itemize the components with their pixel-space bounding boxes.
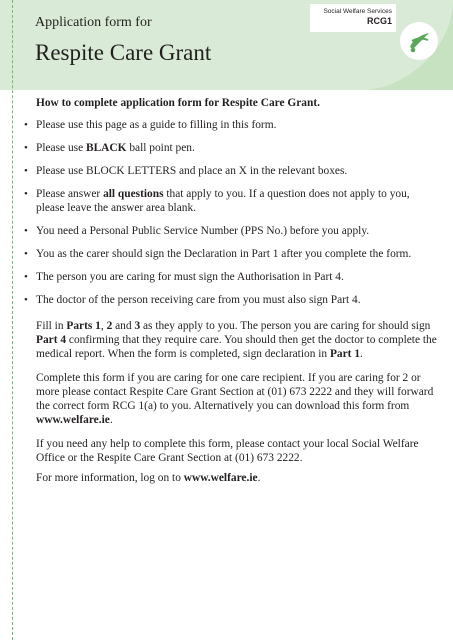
- para-text: Fill in: [36, 320, 67, 332]
- para-emphasis: Parts 1: [66, 320, 101, 332]
- list-item-emphasis: BLACK: [85, 142, 127, 154]
- list-item-text: Please use BLOCK LETTERS and place an X in the relevant boxes.: [36, 165, 348, 177]
- list-item: [24, 270, 438, 284]
- agency-name: Social Welfare Services: [323, 8, 392, 15]
- form-code: RCG1: [366, 16, 392, 26]
- para-text: .: [109, 414, 113, 426]
- list-item: [24, 247, 438, 261]
- list-item: [24, 187, 438, 215]
- para-text: .: [257, 472, 261, 484]
- list-item: [24, 141, 438, 155]
- para-text: confirming that they require care. You should then get the doctor to complete the medical report. When the form is completed, sign declaration in: [36, 334, 437, 360]
- list-item-text: The person you are caring for must sign the Authorisation in Part 4.: [36, 271, 344, 283]
- para-emphasis: Part 4: [36, 334, 67, 346]
- instructions: [24, 96, 438, 495]
- margin-guide: [12, 0, 13, 640]
- list-item-text: Please use this page as a guide to filling in this form.: [36, 119, 277, 131]
- bullet-icon: •: [24, 248, 28, 260]
- para-text: For more information, log on to: [36, 472, 184, 484]
- list-item: [24, 118, 438, 132]
- agency-block: [310, 4, 396, 32]
- bullet-icon: •: [24, 225, 28, 237]
- bullet-icon: •: [24, 294, 28, 306]
- para-text: and: [112, 320, 135, 332]
- form-subtitle: Application form for: [35, 15, 152, 30]
- para-emphasis: Part 1: [329, 348, 361, 360]
- list-item-text: Please use: [36, 142, 86, 154]
- bullet-icon: •: [24, 119, 28, 131]
- bullet-icon: •: [24, 271, 28, 283]
- para-text: as they apply to you. The person you are caring for should sign: [140, 320, 431, 332]
- website-link[interactable]: www.welfare.ie: [36, 414, 110, 426]
- multiple-recipients-note: [36, 371, 438, 427]
- list-item-text: You as the carer should sign the Declaration in Part 1 after you complete the form.: [36, 248, 412, 260]
- instruction-list: [24, 118, 438, 307]
- list-item-text: The doctor of the person receiving care from you must also sign Part 4.: [36, 294, 361, 306]
- list-item: [24, 224, 438, 238]
- parts-instructions: [36, 319, 438, 361]
- form-title: Respite Care Grant: [35, 40, 212, 65]
- list-item-emphasis: all questions: [103, 188, 164, 200]
- bullet-icon: •: [24, 188, 28, 200]
- bullet-icon: •: [24, 165, 28, 177]
- list-item: [24, 293, 438, 307]
- list-item-text: ball point pen.: [126, 142, 195, 154]
- website-link[interactable]: www.welfare.ie: [183, 472, 258, 484]
- instructions-heading: How to complete application form for Respite Care Grant.: [36, 97, 320, 109]
- help-note: If you need any help to complete this form, please contact your local Social Welfare Office or the Respite Care Grant Section at (01) 673 2222.: [36, 438, 419, 464]
- more-info-note: [36, 471, 438, 485]
- para-text: Complete this form if you are caring for one care recipient. If you are caring for 2 or more please contact Respite Care Grant Section at (01) 673 2222 and they will forward the correct form RCG 1(a) to you. Alternatively you can download this form from: [36, 372, 434, 412]
- para-emphasis: 2: [106, 320, 113, 332]
- para-text: .: [360, 348, 363, 360]
- list-item-text: Please answer: [36, 188, 104, 200]
- para-emphasis: 3: [134, 320, 141, 332]
- list-item-text: You need a Personal Public Service Number (PPS No.) before you apply.: [36, 225, 370, 237]
- list-item: [24, 164, 438, 178]
- welfare-logo-icon: [399, 21, 439, 61]
- bullet-icon: •: [24, 142, 28, 154]
- list-item-text: that apply to you. If a question does not apply to you, please leave the answer area blank.: [36, 188, 410, 214]
- para-text: ,: [100, 320, 107, 332]
